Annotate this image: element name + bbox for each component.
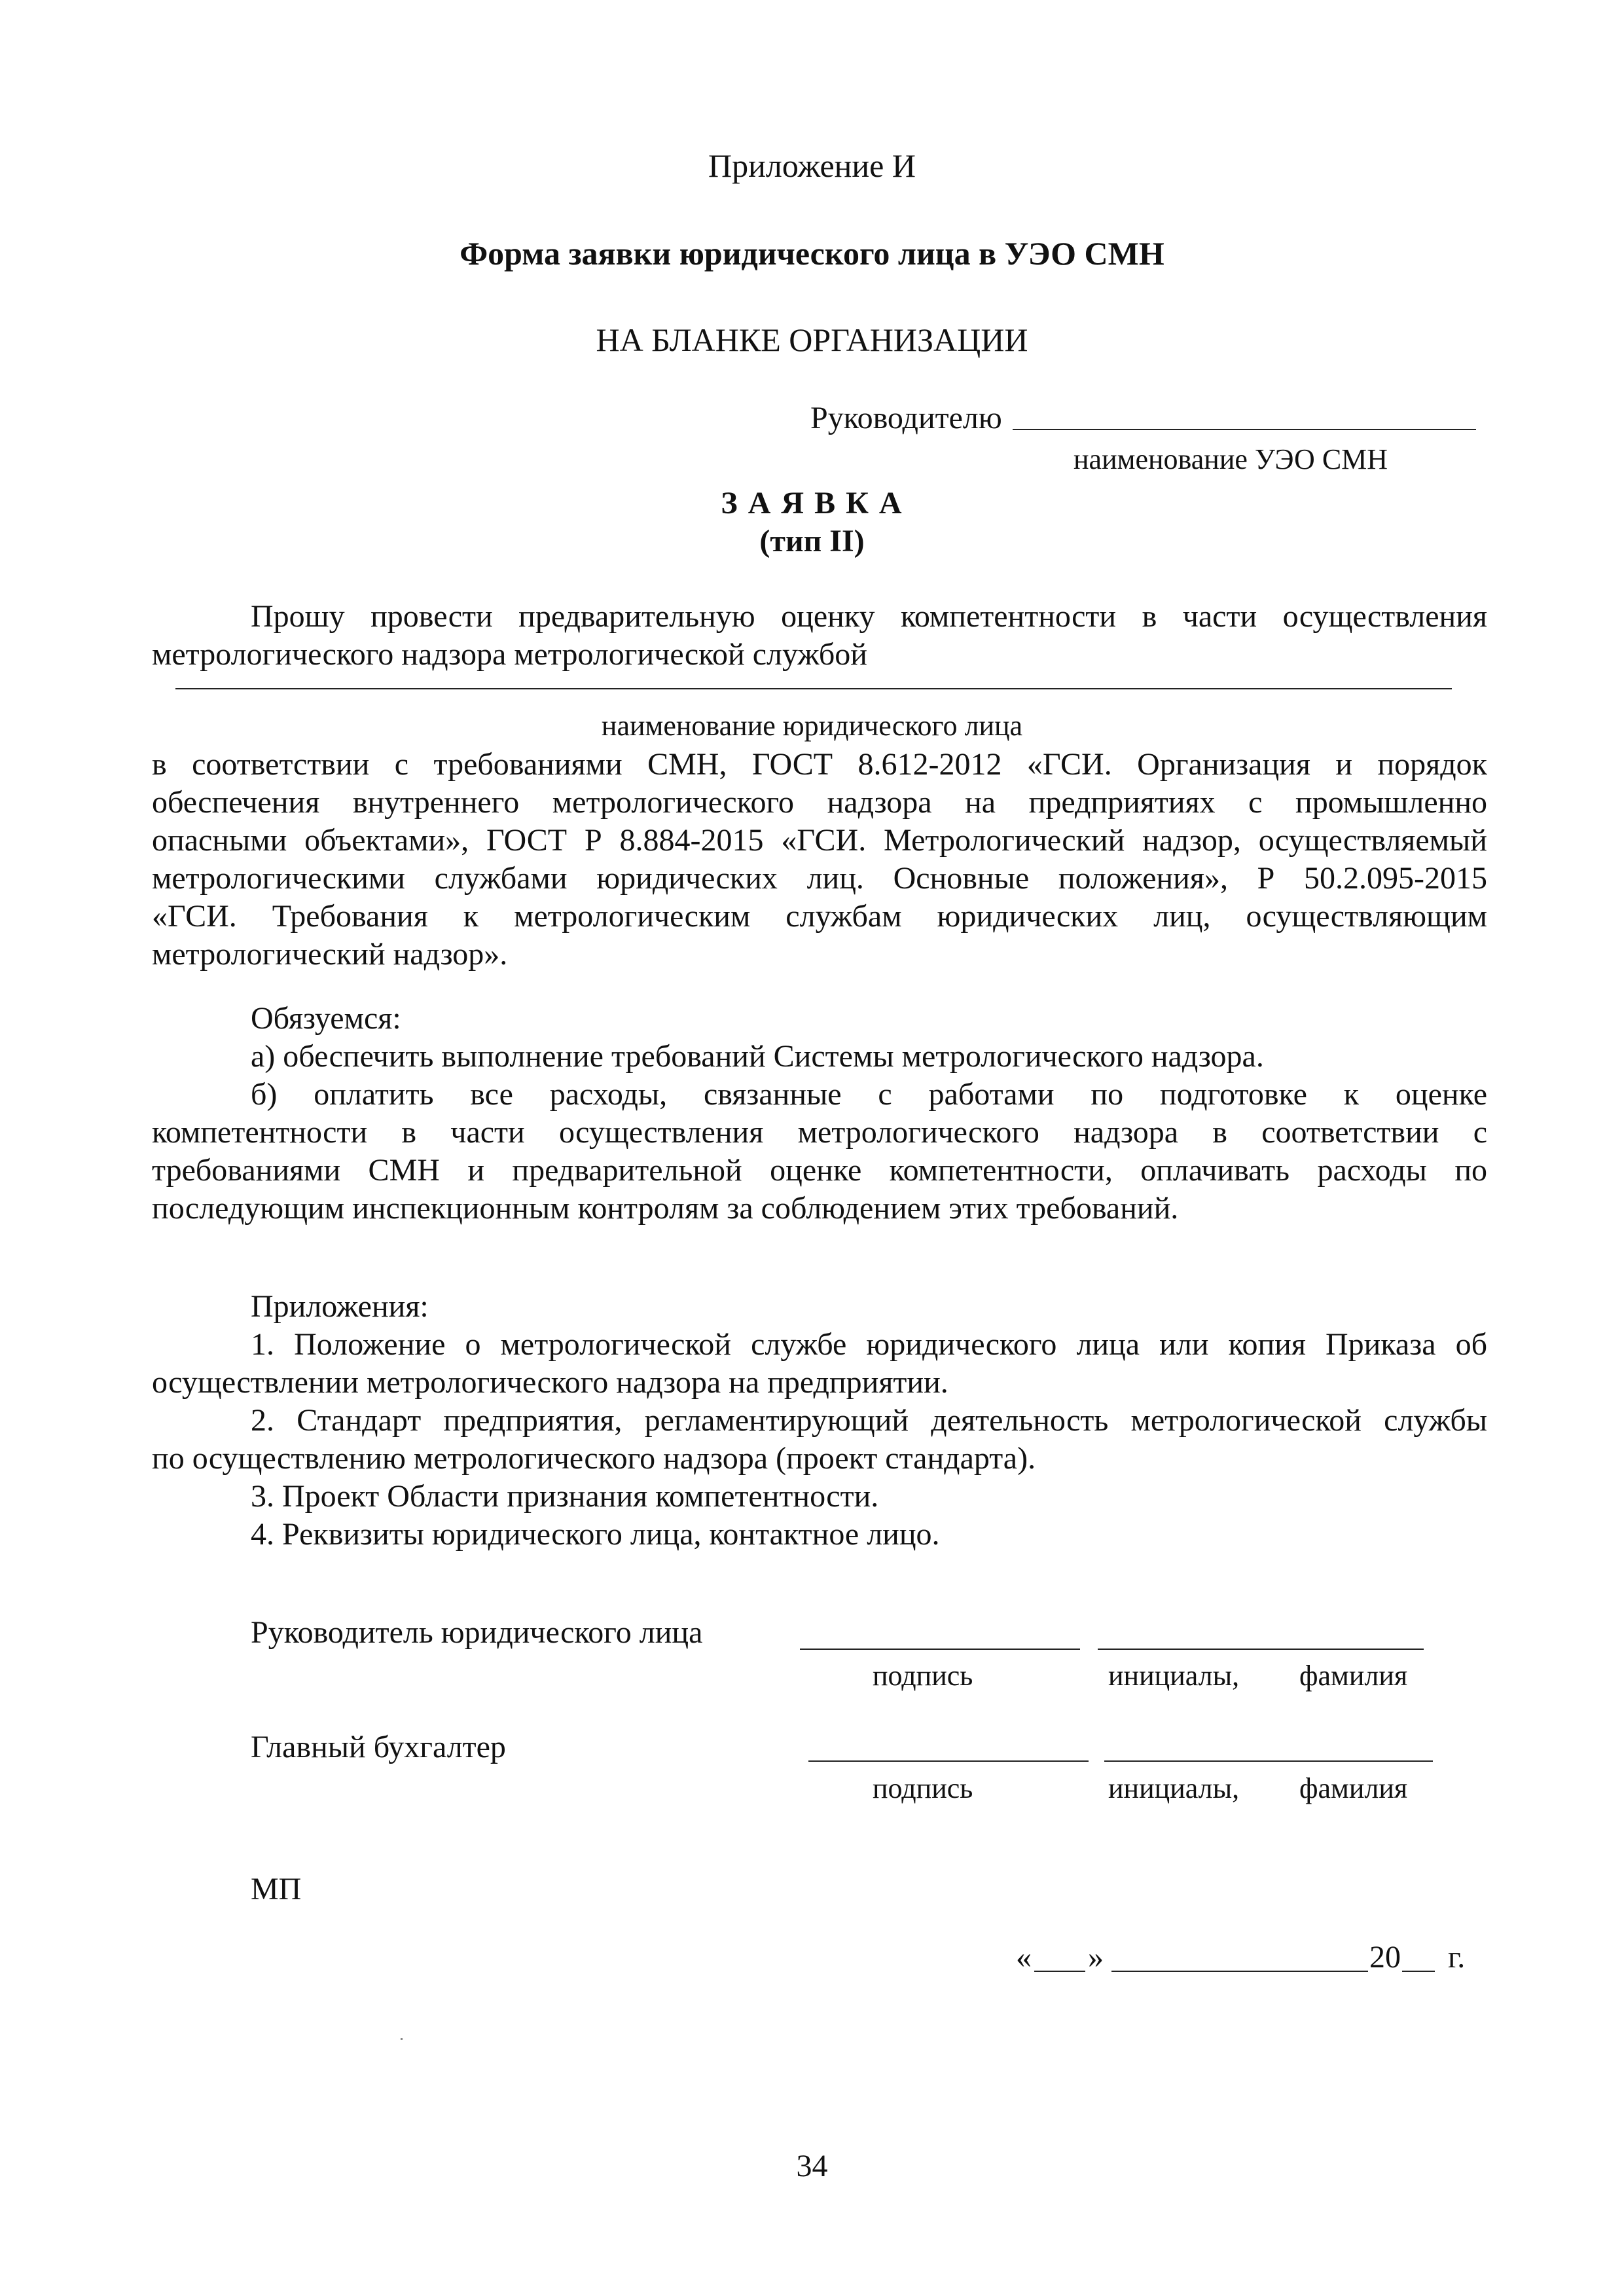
form-title: Форма заявки юридического лица в УЭО СМН [460, 235, 1164, 272]
head-signature-caption: подпись [873, 1660, 973, 1692]
addressee-caption: наименование УЭО СМН [1074, 443, 1388, 475]
attachment-1-line-1: 1. Положение о метрологической службе юридического лица или копия Приказа об [251, 1327, 1487, 1362]
accountant-signature-line [808, 1760, 1089, 1762]
basis-line-4: метрологическими службами юридических лиц. Основные положения», Р 50.2.095-2015 [152, 861, 1487, 896]
basis-line-1: в соответствии с требованиями СМН, ГОСТ 8.612-2012 «ГСИ. Организация и порядок [152, 747, 1487, 782]
basis-line-2: обеспечения внутреннего метрологического надзора на предприятиях с промышленно [152, 785, 1487, 820]
obligation-b-line-3: требованиями СМН и предварительной оценке компетентности, оплачивать расходы по [152, 1153, 1487, 1188]
attachment-2-line-1: 2. Стандарт предприятия, регламентирующий деятельность метрологической службы [251, 1403, 1487, 1438]
obligations-heading: Обязуемся: [251, 1001, 401, 1036]
entity-name-caption: наименование юридического лица [601, 710, 1023, 742]
accountant-signature-label: Главный бухгалтер [251, 1730, 506, 1764]
head-name-line [1098, 1649, 1424, 1650]
obligation-b-line-4: последующим инспекционным контролям за соблюдением этих требований. [152, 1191, 1179, 1226]
accountant-initials-caption: инициалы, [1108, 1772, 1240, 1804]
obligation-b-line-1: б) оплатить все расходы, связанные с работами по подготовке к оценке [251, 1077, 1487, 1112]
date-open-quote: « [1016, 1940, 1032, 1975]
attachment-4: 4. Реквизиты юридического лица, контактное лицо. [251, 1517, 940, 1552]
date-close-quote: » [1088, 1940, 1104, 1975]
head-signature-label: Руководитель юридического лица [251, 1615, 703, 1650]
request-line-2: метрологического надзора метрологической службой [152, 637, 867, 672]
date-month-line [1111, 1971, 1368, 1972]
addressee-label: Руководителю [810, 401, 1002, 435]
basis-line-6: метрологический надзор». [152, 937, 508, 972]
attachments-heading: Приложения: [251, 1289, 429, 1324]
letterhead-label: НА БЛАНКЕ ОРГАНИЗАЦИИ [596, 321, 1028, 358]
head-initials-caption: инициалы, [1108, 1660, 1240, 1692]
appendix-label: Приложение И [708, 147, 916, 184]
basis-line-5: «ГСИ. Требования к метрологическим службам юридических лиц, осуществляющим [152, 899, 1487, 934]
attachment-3: 3. Проект Области признания компетентности. [251, 1479, 879, 1514]
basis-line-3: опасными объектами», ГОСТ Р 8.884-2015 «ГСИ. Метрологический надзор, осуществляемый [152, 823, 1487, 858]
attachment-1-line-2: осуществлении метрологического надзора на предприятии. [152, 1365, 948, 1400]
obligation-b-line-2: компетентности в части осуществления метрологического надзора в соответствии с [152, 1115, 1487, 1150]
head-signature-line [800, 1649, 1080, 1650]
accountant-signature-caption: подпись [873, 1772, 973, 1804]
date-day-line [1034, 1971, 1085, 1972]
accountant-surname-caption: фамилия [1299, 1772, 1408, 1804]
stamp-label: МП [251, 1872, 302, 1906]
attachment-2-line-2: по осуществлению метрологического надзора (проект стандарта). [152, 1441, 1036, 1476]
obligation-a: а) обеспечить выполнение требований Системы метрологического надзора. [251, 1039, 1264, 1074]
scan-speck [401, 2038, 403, 2040]
date-year-prefix: 20 [1369, 1940, 1401, 1975]
request-line-1: Прошу провести предварительную оценку компетентности в части осуществления [251, 599, 1487, 634]
accountant-name-line [1104, 1760, 1433, 1762]
page-number: 34 [796, 2149, 828, 2183]
document-type: (тип II) [759, 524, 865, 558]
date-year-line [1402, 1971, 1435, 1972]
document-title: З А Я В К А [721, 486, 903, 520]
date-year-suffix: г. [1448, 1940, 1466, 1975]
entity-name-line [175, 688, 1452, 689]
addressee-line [1013, 429, 1476, 430]
head-surname-caption: фамилия [1299, 1660, 1408, 1692]
